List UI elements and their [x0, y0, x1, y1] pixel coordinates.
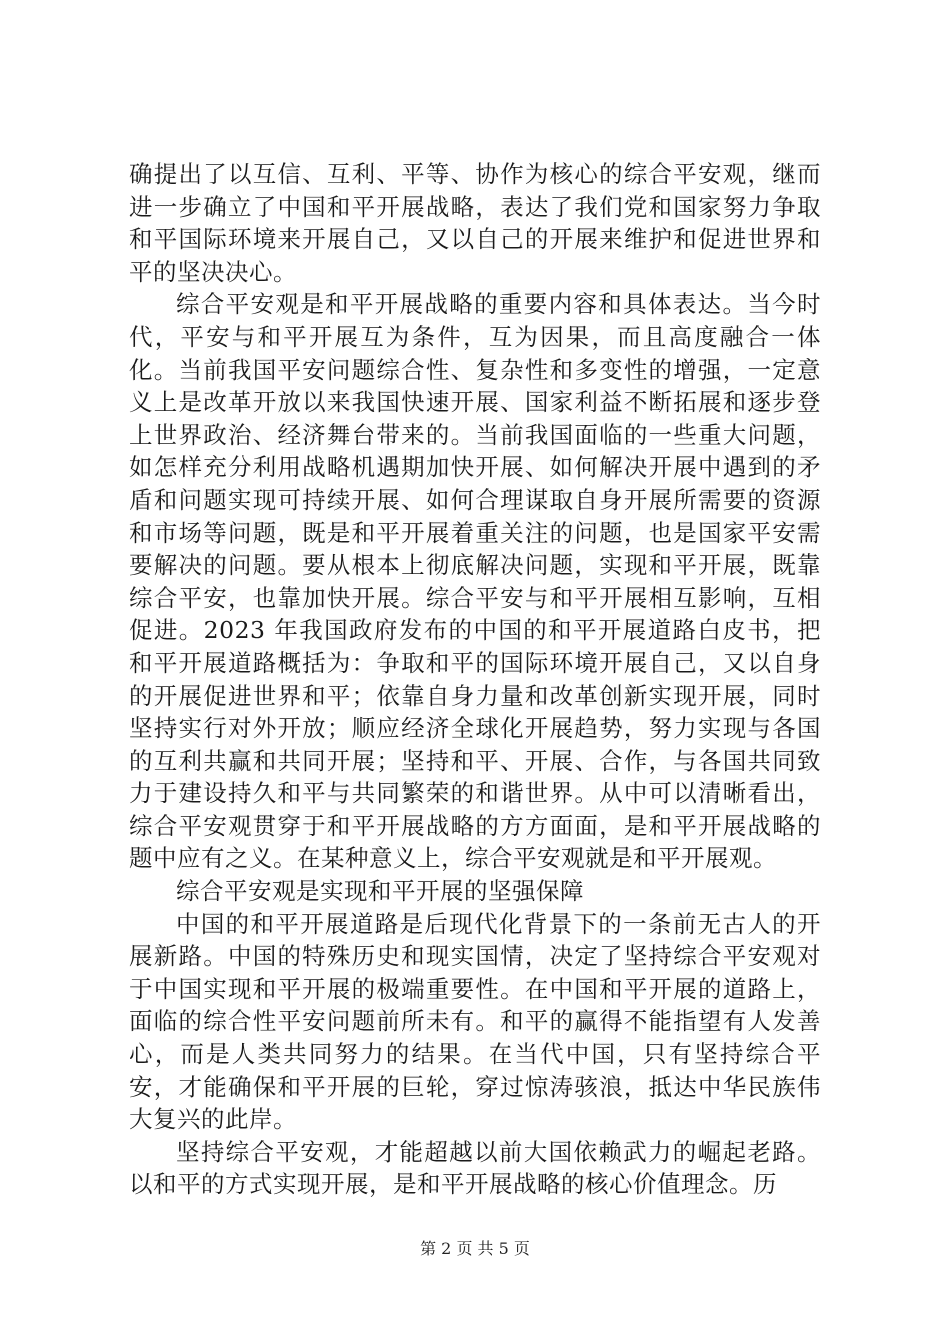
paragraph-security-and-development: 综合平安观是和平开展战略的重要内容和具体表达。当今时代，平安与和平开展互为条件，互为因果，而且高度融合一体化。当前我国平安问题综合性、复杂性和多变性的增强，一定意义上是改革开放以来我国快速开展、国家利益不断拓展和逐步登上世界政治、经济舞台带来的。当前我国面临的一些重大问题，如怎样充分利用战略机遇期加快开展、如何解决开展中遇到的矛盾和问题实现可持续开展、如何合理谋取自身开展所需要的资源和市场等问题，既是和平开展着重关注的问题，也是国家平安需要解决的问题。要从根本上彻底解决问题，实现和平开展，既靠综合平安，也靠加快开展。综合平安与和平开展相互影响，互相促进。2023 年我国政府发布的中国的和平开展道路白皮书，把和平开展道路概括为：争取和平的国际环境开展自己，又以自身的开展促进世界和平；依靠自身力量和改革创新实现开展，同时坚持实行对外开放；顺应经济全球化开展趋势，努力实现与各国的互利共赢和共同开展；坚持和平、开展、合作，与各国共同致力于建设持久和平与共同繁荣的和谐世界。从中可以清晰看出，综合平安观贯穿于和平开展战略的方方面面，是和平开展战略的题中应有之义。在某种意义上，综合平安观就是和平开展观。	[129, 290, 821, 873]
page-footer: 第 2 页 共 5 页	[420, 1239, 530, 1258]
paragraph-surpass-old-path: 坚持综合平安观，才能超越以前大国依赖武力的崛起老路。以和平的方式实现开展，是和平开展战略的核心价值理念。历	[129, 1137, 821, 1199]
document-body	[129, 158, 821, 1201]
paragraph-continuation: 确提出了以互信、互利、平等、协作为核心的综合平安观，继而进一步确立了中国和平开展战略，表达了我们党和国家努力争取和平国际环境来开展自己，又以自己的开展来维护和促进世界和平的坚决决心。	[129, 160, 821, 286]
section-heading: 综合平安观是实现和平开展的坚强保障	[176, 877, 584, 906]
paragraph-peaceful-path: 中国的和平开展道路是后现代化背景下的一条前无古人的开展新路。中国的特殊历史和现实国情，决定了坚持综合平安观对于中国实现和平开展的极端重要性。在中国和平开展的道路上，面临的综合性平安问题前所未有。和平的赢得不能指望有人发善心，而是人类共同努力的结果。在当代中国，只有坚持综合平安，才能确保和平开展的巨轮，穿过惊涛骇浪，抵达中华民族伟大复兴的此岸。	[129, 909, 821, 1134]
